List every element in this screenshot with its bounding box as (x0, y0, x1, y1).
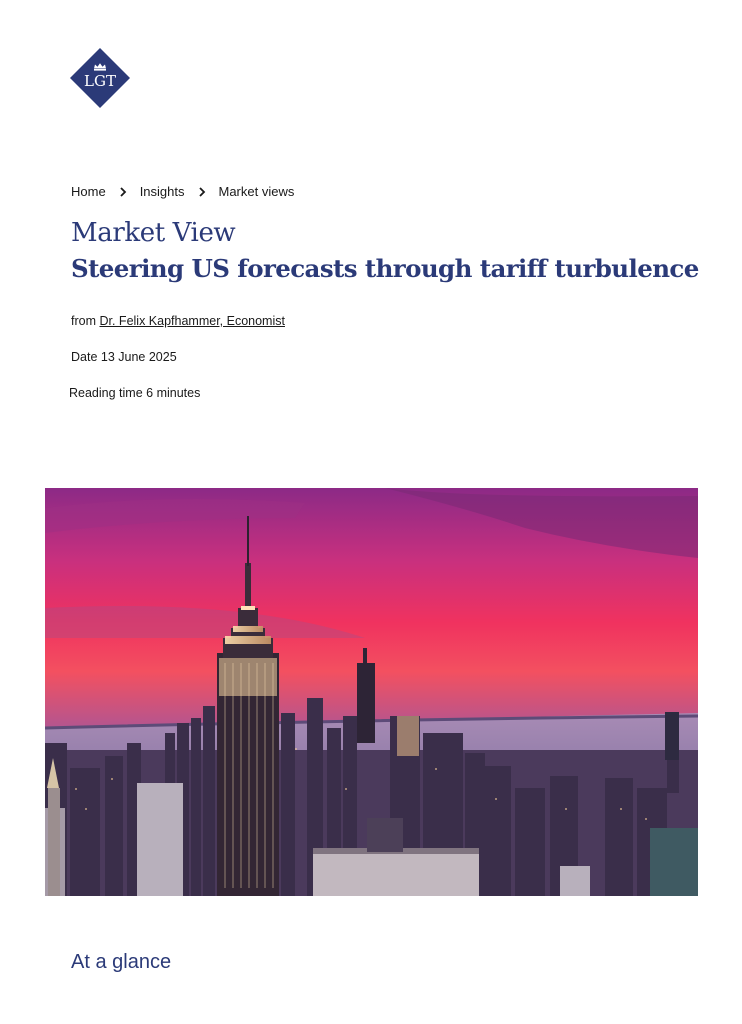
lgt-logo[interactable] (70, 48, 130, 108)
date-label: Date (71, 350, 98, 364)
author-link[interactable]: Dr. Felix Kapfhammer, Economist (99, 314, 285, 328)
breadcrumb-home[interactable]: Home (71, 184, 106, 199)
chevron-right-icon (115, 186, 131, 198)
reading-time-label: Reading time (69, 386, 143, 400)
chevron-right-icon (194, 186, 210, 198)
article-title: Steering US forecasts through tariff turbulence (71, 254, 699, 283)
breadcrumb-market-views[interactable]: Market views (218, 184, 295, 199)
city-skyline-image (45, 488, 698, 896)
section-heading-at-a-glance: At a glance (71, 951, 172, 973)
author-line (71, 314, 285, 328)
breadcrumb-insights[interactable]: Insights (139, 184, 185, 199)
article-kicker: Market View (71, 218, 236, 248)
logo-text: LGT (84, 72, 116, 90)
author-prefix: from (71, 314, 96, 328)
date-line (71, 350, 177, 364)
date-value: 13 June 2025 (100, 350, 177, 364)
reading-time-line (69, 386, 200, 400)
reading-time-value: 6 minutes (146, 386, 201, 400)
breadcrumb (71, 184, 294, 199)
